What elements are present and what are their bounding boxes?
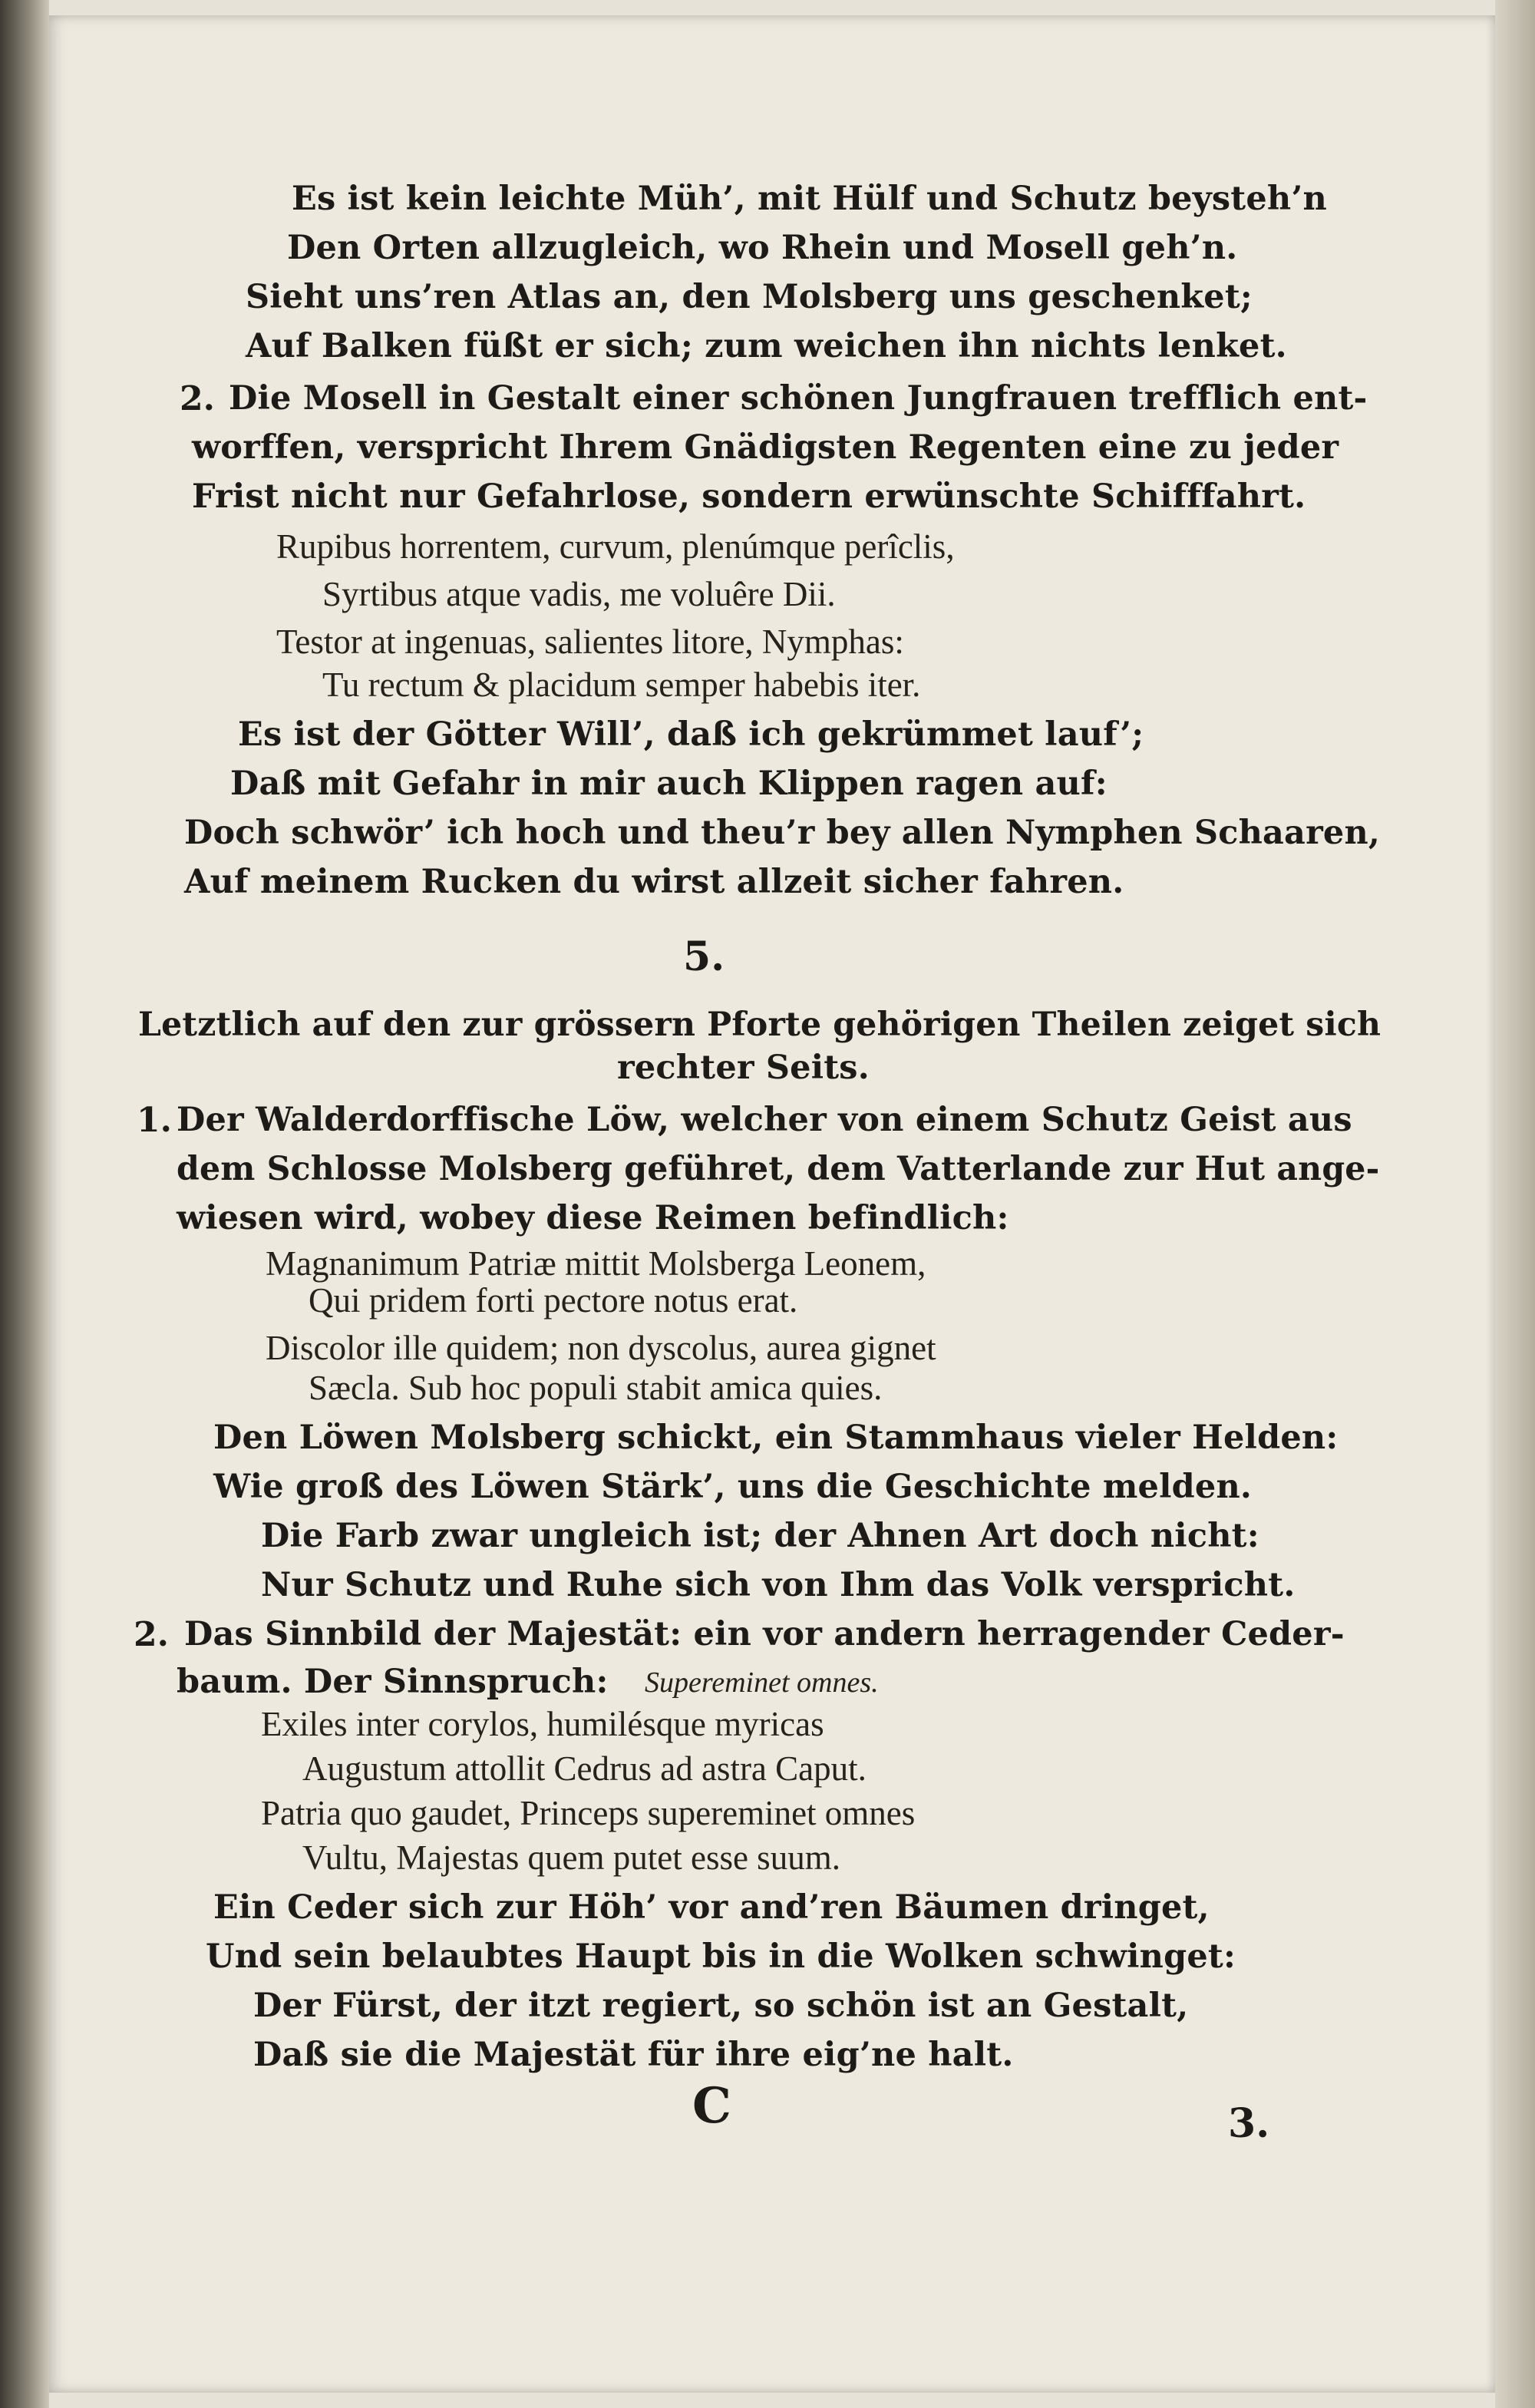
page-edge-right [1495, 0, 1535, 2408]
german-verse-line: Ein Ceder sich zur Höh’ vor and’ren Bäumen dringet, [213, 1888, 1210, 1927]
section-heading-line: rechter Seits. [617, 1049, 870, 1087]
german-verse-line: Und sein belaubtes Haupt bis in die Wolken schwinget: [206, 1937, 1236, 1976]
latin-verse-line: Qui pridem forti pectore notus erat. [309, 1281, 798, 1320]
poem-line: Sieht uns’ren Atlas an, den Molsberg uns geschenket; [246, 278, 1253, 316]
german-verse-line: Doch schwör’ ich hoch und theu’r bey allen Nymphen Schaaren, [184, 814, 1381, 852]
item-text-line: wiesen wird, wobey diese Reimen befindlich: [177, 1199, 1009, 1237]
latin-verse-line: Magnanimum Patriæ mittit Molsberga Leonem, [266, 1244, 926, 1283]
latin-verse-line: Testor at ingenuas, salientes litore, Nymphas: [276, 623, 904, 661]
latin-verse-line: Discolor ille quidem; non dyscolus, aurea gignet [266, 1329, 936, 1367]
item-text-line: Der Walderdorffische Löw, welcher von einem Schutz Geist aus [177, 1101, 1352, 1139]
latin-verse-line: Sæcla. Sub hoc populi stabit amica quies. [309, 1369, 883, 1407]
book-gutter-shadow [0, 0, 49, 2408]
latin-verse-line: Augustum attollit Cedrus ad astra Caput. [302, 1749, 867, 1788]
latin-verse-line: Vultu, Majestas quem putet esse suum. [302, 1838, 840, 1877]
item-text-line: Das Sinnbild der Majestät: ein vor andern herragender Ceder- [184, 1615, 1345, 1653]
poem-line: Auf Balken füßt er sich; zum weichen ihn nichts lenket. [246, 327, 1287, 365]
poem-line: Den Orten allzugleich, wo Rhein und Mosell geh’n. [287, 229, 1238, 267]
item-text-line: Frist nicht nur Gefahrlose, sondern erwünschte Schifffahrt. [192, 477, 1306, 516]
german-verse-line: Wie groß des Löwen Stärk’, uns die Geschichte melden. [213, 1468, 1253, 1506]
item-text-line: Die Mosell in Gestalt einer schönen Jungfrauen trefflich ent- [229, 379, 1368, 418]
item-number: 2. [134, 1615, 169, 1654]
item-text-line: baum. Der Sinnspruch: [177, 1663, 609, 1701]
section-number: 5. [683, 933, 725, 980]
latin-verse-line: Tu rectum & placidum semper habebis iter. [322, 666, 921, 704]
german-verse-line: Die Farb zwar ungleich ist; der Ahnen Art doch nicht: [261, 1517, 1259, 1555]
item-number: 2. [180, 379, 215, 418]
latin-verse-line: Rupibus horrentem, curvum, plenúmque perîclis, [276, 527, 955, 566]
motto: Supereminet omnes. [645, 1666, 879, 1699]
german-verse-line: Daß mit Gefahr in mir auch Klippen ragen auf: [230, 765, 1108, 803]
german-verse-line: Daß sie die Majestät für ihre eig’ne halt. [253, 2036, 1014, 2074]
signature-mark: C [692, 2077, 731, 2135]
item-number: 1. [137, 1101, 172, 1140]
section-heading-line: Letztlich auf den zur grössern Pforte gehörigen Theilen zeiget sich [138, 1006, 1382, 1044]
page [49, 15, 1495, 2393]
latin-verse-line: Exiles inter corylos, humilésque myricas [261, 1705, 824, 1743]
german-verse-line: Der Fürst, der itzt regiert, so schön ist an Gestalt, [253, 1987, 1189, 2025]
item-text-line: worffen, verspricht Ihrem Gnädigsten Regenten eine zu jeder [192, 428, 1339, 467]
german-verse-line: Den Löwen Molsberg schickt, ein Stammhaus vieler Helden: [213, 1419, 1339, 1457]
latin-verse-line: Syrtibus atque vadis, me voluêre Dii. [322, 575, 836, 613]
poem-line: Es ist kein leichte Müh’, mit Hülf und Schutz beysteh’n [292, 180, 1328, 218]
german-verse-line: Nur Schutz und Ruhe sich von Ihm das Volk verspricht. [261, 1566, 1296, 1604]
item-text-line: dem Schlosse Molsberg geführet, dem Vatterlande zur Hut ange- [177, 1150, 1380, 1188]
german-verse-line: Auf meinem Rucken du wirst allzeit sicher fahren. [184, 863, 1124, 901]
latin-verse-line: Patria quo gaudet, Princeps supereminet omnes [261, 1794, 916, 1832]
german-verse-line: Es ist der Götter Will’, daß ich gekrümmet lauf’; [238, 715, 1144, 754]
catchword: 3. [1228, 2100, 1270, 2147]
